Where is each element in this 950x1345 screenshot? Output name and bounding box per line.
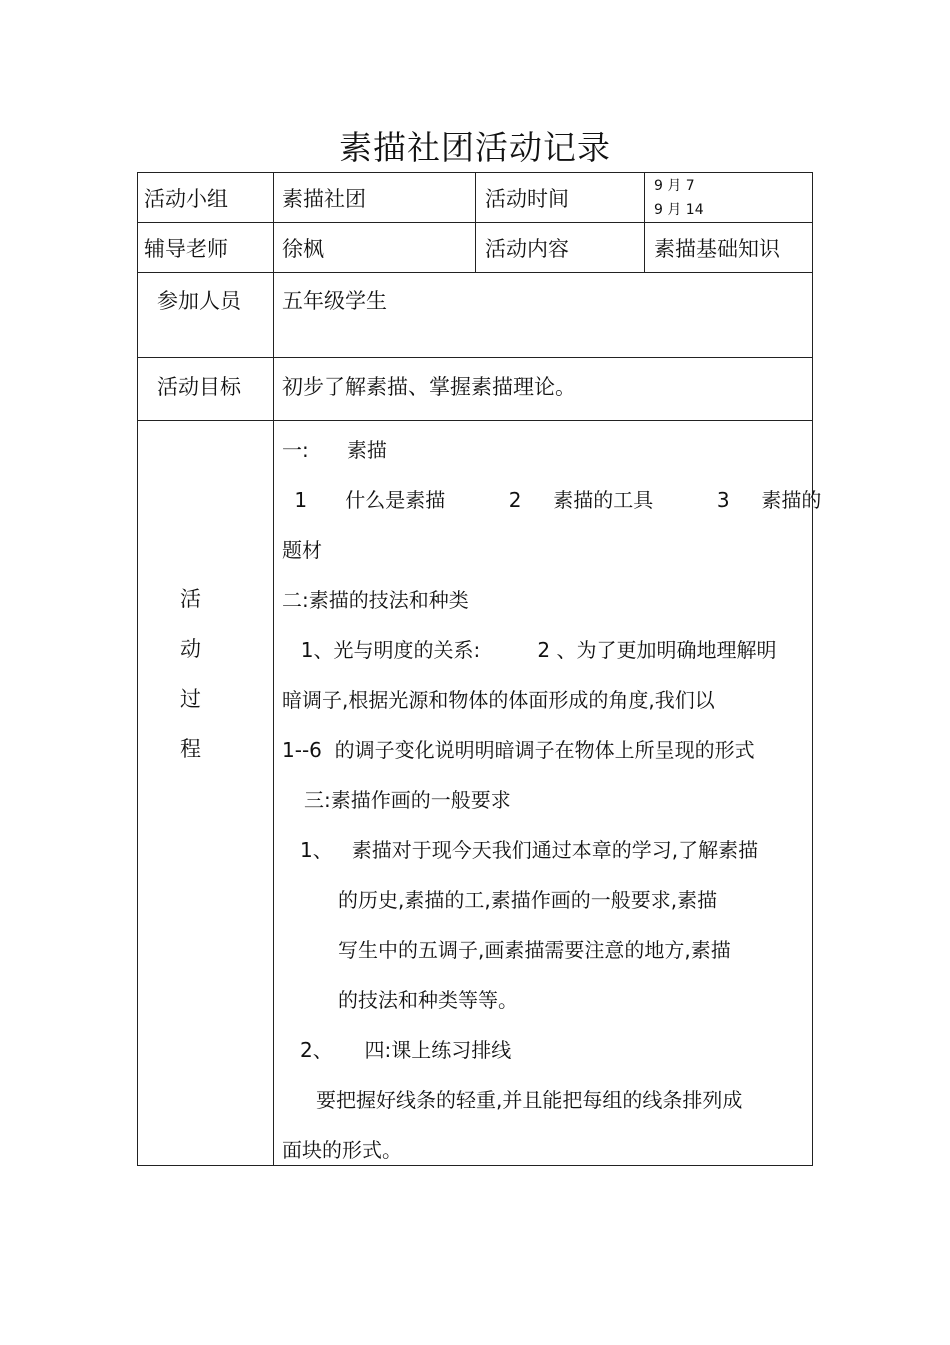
grid-line [273, 173, 274, 1165]
grid-line [475, 173, 476, 272]
process-line: 1、 素描对于现今天我们通过本章的学习,了解素描 [300, 838, 759, 862]
process-label-char: 程 [180, 737, 201, 761]
process-line: 三:素描作画的一般要求 [304, 788, 511, 812]
participants-value: 五年级学生 [282, 289, 387, 313]
process-label-char: 活 [180, 587, 201, 611]
grid-line [138, 272, 812, 273]
process-line: 1 什么是素描 2 素描的工具 3 素描的 [288, 488, 822, 512]
grid-line [644, 173, 645, 272]
process-line: 一: 素描 [282, 438, 387, 462]
page-title: 素描社团活动记录 [339, 128, 611, 167]
activity-group-label: 活动小组 [144, 187, 228, 211]
process-line: 暗调子,根据光源和物体的体面形成的角度,我们以 [282, 688, 715, 712]
advisor-value: 徐枫 [282, 237, 324, 261]
process-line: 写生中的五调子,画素描需要注意的地方,素描 [338, 938, 731, 962]
process-line: 题材 [282, 538, 322, 562]
activity-content-value: 素描基础知识 [654, 237, 780, 261]
process-line: 1--6 的调子变化说明明暗调子在物体上所呈现的形式 [282, 738, 755, 762]
participants-label: 参加人员 [157, 289, 241, 313]
process-label-char: 过 [180, 687, 201, 711]
activity-record-table [137, 172, 822, 1166]
process-line: 的历史,素描的工,素描作画的一般要求,素描 [338, 888, 718, 912]
process-line: 二:素描的技法和种类 [282, 588, 469, 612]
process-line: 要把握好线条的轻重,并且能把每组的线条排列成 [316, 1088, 743, 1112]
goal-label: 活动目标 [157, 375, 241, 399]
activity-date-1: 9 月 7 [654, 178, 695, 194]
grid-line [138, 357, 812, 358]
activity-time-label: 活动时间 [485, 187, 569, 211]
process-line: 的技法和种类等等。 [338, 988, 518, 1012]
process-line: 1、光与明度的关系: 2 、为了更加明确地理解明 [288, 638, 777, 662]
process-label-char: 动 [180, 637, 201, 661]
process-line: 2、 四:课上练习排线 [300, 1038, 512, 1062]
activity-date-2: 9 月 14 [654, 202, 704, 218]
process-line: 面块的形式。 [282, 1138, 402, 1162]
activity-content-label: 活动内容 [485, 237, 569, 261]
advisor-label: 辅导老师 [144, 237, 228, 261]
grid-line [138, 420, 812, 421]
activity-group-value: 素描社团 [282, 187, 366, 211]
goal-value: 初步了解素描、掌握素描理论。 [282, 375, 576, 399]
